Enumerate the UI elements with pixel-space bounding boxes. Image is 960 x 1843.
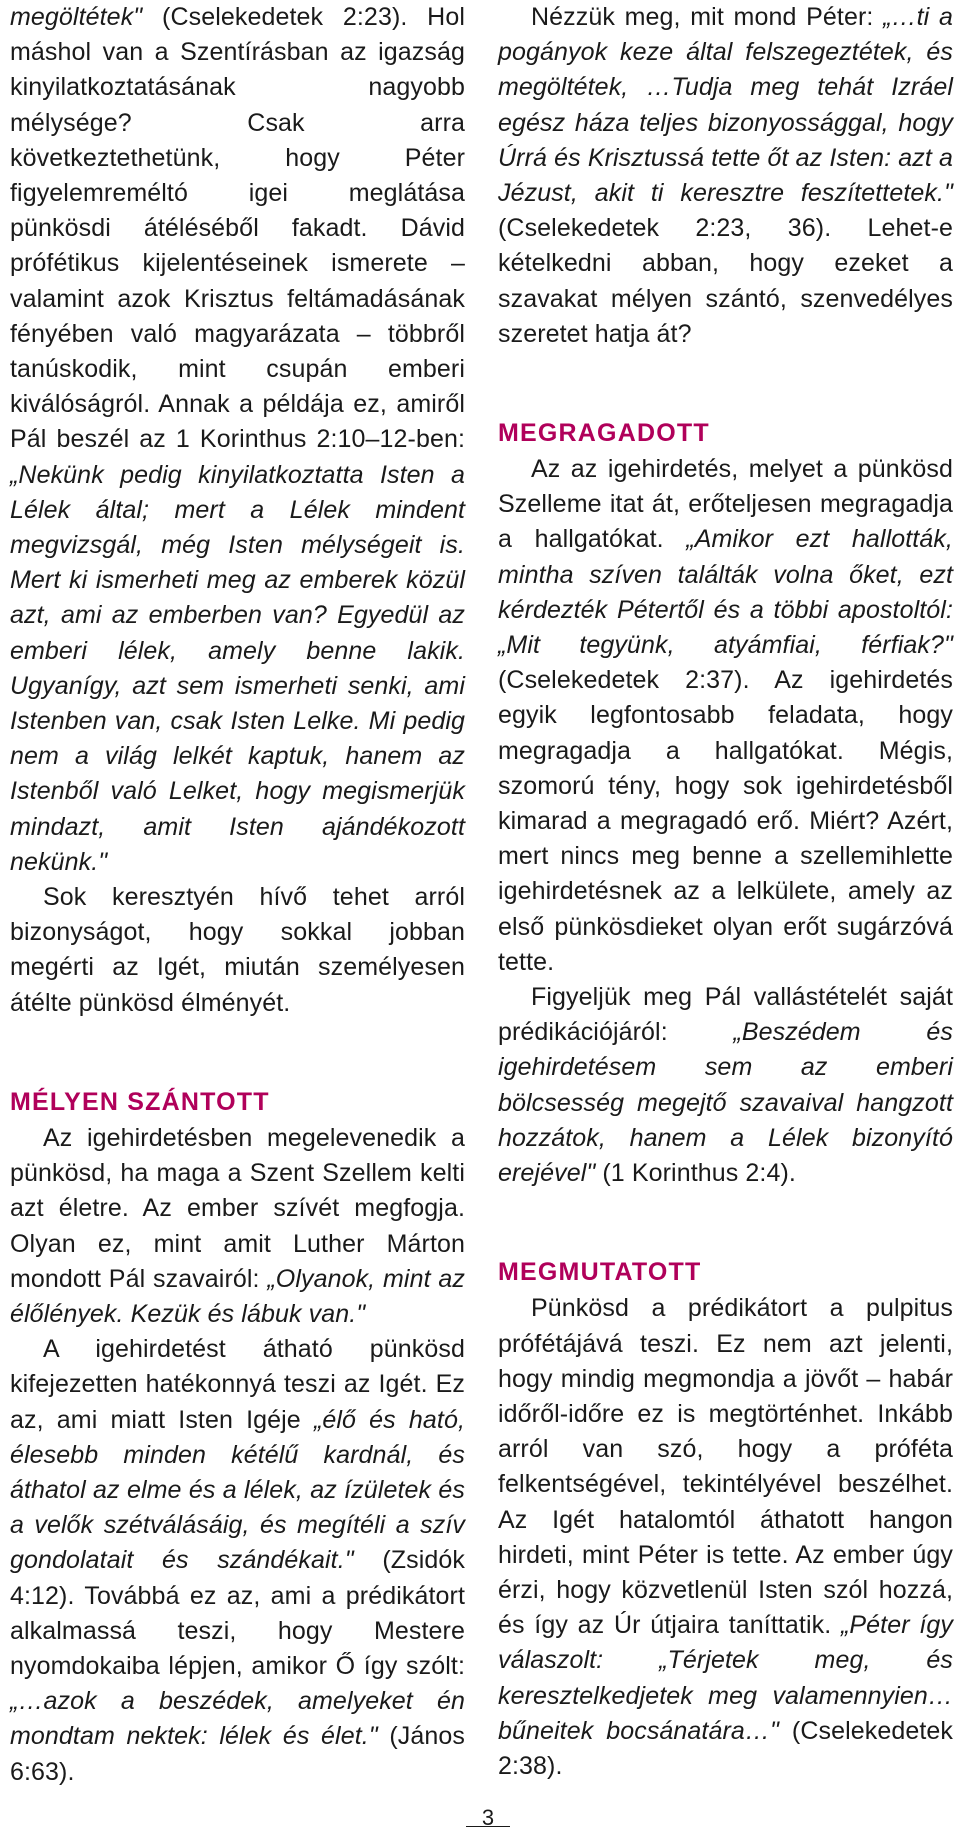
text-run: (1 Korinthus 2:4). bbox=[595, 1159, 796, 1188]
text-run: Nézzük meg, mit mond Péter: bbox=[531, 3, 884, 31]
page-number: 3 bbox=[481, 1805, 495, 1830]
paragraph bbox=[498, 1291, 953, 1784]
section-heading: MEGRAGADOTT bbox=[498, 419, 710, 448]
italic-run: „Nekünk pedig kinyilatkoztatta Isten a Lélek által; mert a Lélek mindent megvizsgál, még Isten mélységeit is. Mert ki ismerheti meg az emberek közül azt, ami az emberben van? Egyedül az emberi lélek, amely benne lakik. Ugyanígy, azt sem ismerheti senki, ami Istenben van, csak Isten Lelke. Mi pedig nem a világ lelkét kaptuk, hanem az Istenből való Lelket, hogy megismerjük mindazt, amit Isten ajándékozott nekünk." bbox=[10, 460, 465, 876]
paragraph bbox=[498, 452, 953, 980]
text-run: Figyeljük meg Pál vallástételét saját prédikációjáról: bbox=[498, 983, 953, 1047]
italic-run: „Olyanok, mint az élőlények. Kezük és lábuk van." bbox=[10, 1264, 465, 1328]
paragraph bbox=[498, 980, 953, 1191]
right-column bbox=[498, 0, 953, 1784]
text-run: Az igehirdetésben megelevenedik a pünkösd, ha maga a Szent Szellem kelti azt életre. Az ember szívét megfogja. Olyan ez, mint amit Luther Márton mondott Pál szavairól: bbox=[10, 1123, 465, 1293]
text-run: A igehirdetést átható pünkösd kifejezetten hatékonnyá teszi az Igét. Ez az, ami miatt Isten Igéje bbox=[10, 1335, 465, 1434]
text-run: (Cselekedetek 2:23, 36). Lehet-e kételkedni abban, hogy ezeket a szavakat mélyen szántó, szenvedélyes szeretet hatja át? bbox=[498, 214, 953, 348]
italic-run: „Beszédem és igehirdetésem sem az emberi bölcsesség megejtő szavaival hangzott hozzátok, hanem a Lélek bizonyító erejével" bbox=[498, 1018, 953, 1188]
paragraph bbox=[10, 1332, 465, 1790]
text-run: (Cselekedetek 2:37). Az igehirdetés egyik legfontosabb feladata, hogy megragadja a hallgatókat. Mégis, szomorú tény, hogy sok igehirdetésből kimarad a megragadó erő. Miért? Azért, mert nincs meg benne a szellemihlette igehirdetésnek az a lelkülete, amely az első pünkösdieket olyan erőt sugárzóvá tette. bbox=[498, 666, 953, 976]
text-run: Az az igehirdetés, melyet a pünkösd Szelleme itat át, erőteljesen megragadja a hallgatókat. bbox=[498, 455, 953, 554]
paragraph bbox=[10, 1121, 465, 1332]
section-gap bbox=[498, 352, 953, 415]
italic-run: „élő és ható, élesebb minden kétélű kardnál, és áthatol az elme és a lélek, az ízületek és a velők szétválásáig, és megítéli a szív gondolatait és szándékait." bbox=[10, 1405, 465, 1575]
section-heading: MEGMUTATOTT bbox=[498, 1258, 702, 1287]
italic-run: megöltétek" bbox=[10, 3, 143, 31]
paragraph bbox=[10, 0, 465, 880]
section-gap bbox=[10, 1021, 465, 1084]
text-run: (Zsidók 4:12). Továbbá ez az, ami a prédikátort alkalmassá teszi, hogy Mestere nyomdokaiba lépjen, amikor Ő így szólt: bbox=[10, 1546, 465, 1680]
text-run: Pünkösd a prédikátort a pulpitus prófétájává teszi. Ez nem azt jelenti, hogy mindig megmondja a jövőt – habár időről-időre ez is megtörténhet. Inkább arról van szó, hogy a próféta felkentségével, tekintélyével beszélhet. Az Igét hatalomtól áthatott hangon hirdeti, mint Péter is tette. Az ember úgy érzi, hogy közvetlenül Isten szól hozzá, és így az Úr útjaira taníttatik. bbox=[498, 1294, 953, 1640]
text-run: (Cselekedetek 2:38). bbox=[498, 1716, 953, 1780]
paragraph: Sok keresztyén hívő tehet arról bizonyságot, hogy sokkal jobban megérti az Igét, miután személyesen átélte pünkösd élményét. bbox=[10, 883, 465, 1017]
section-gap bbox=[498, 1191, 953, 1254]
paragraph bbox=[498, 0, 953, 352]
italic-run: „Amikor ezt hallották, mintha szíven találták volna őket, ezt kérdezték Pétertől és a többi apostoltól: „Mit tegyünk, atyámfiai, férfiak?" bbox=[498, 525, 953, 660]
text-run: (János 6:63). bbox=[10, 1722, 465, 1786]
italic-run: „Péter így válaszolt: „Térjetek meg, és keresztelkedjetek meg valamennyien… bűneitek bocsánatára…" bbox=[498, 1611, 953, 1745]
left-column bbox=[10, 0, 465, 1790]
text-run: (Cselekedetek 2:23). Hol máshol van a Szentírásban az igazság kinyilatkoztatásának nagyobb mélysége? Csak arra következtethetünk, hogy Péter figyelemreméltó igei meglátása pünkösdi átéléséből fakadt. Dávid prófétikus kijelentéseinek ismerete – valamint azok Krisztus feltámadásának fényében való magyarázata – többről tanúskodik, mint csupán emberi kiválóságról. Annak a példája ez, amiről Pál beszél az 1 Korinthus 2:10–12-ben: bbox=[10, 3, 465, 454]
section-heading: MÉLYEN SZÁNTOTT bbox=[10, 1087, 270, 1116]
page-number-underline bbox=[466, 1826, 510, 1827]
italic-run: „…ti a pogányok keze által felszegeztétek, és megöltétek, …Tudja meg tehát Izráel egész háza teljes bizonyossággal, hogy Úrrá és Krisztussá tette őt az Isten: azt a Jézust, akit ti keresztre feszítettetek." bbox=[498, 3, 953, 208]
italic-run: „…azok a beszédek, amelyeket én mondtam nektek: lélek és élet." bbox=[10, 1687, 465, 1751]
